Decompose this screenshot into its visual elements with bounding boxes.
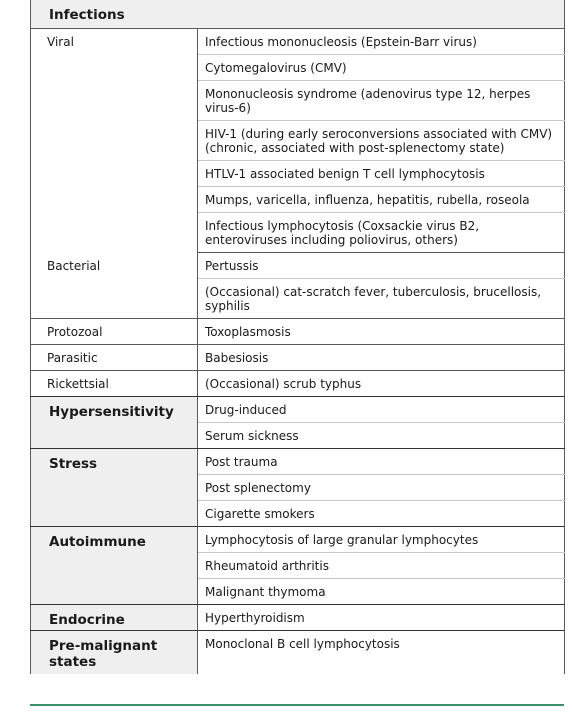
category-protozoal: Protozoal: [31, 319, 198, 345]
cause-cell: Pertussis: [198, 253, 565, 279]
table-row: [31, 397, 565, 423]
causes-table: [30, 0, 565, 674]
category-endocrine: Endocrine: [31, 605, 198, 631]
category-parasitic: Parasitic: [31, 345, 198, 371]
cause-cell: Babesiosis: [198, 345, 565, 371]
table-row: [31, 29, 565, 55]
category-autoimmune: Autoimmune: [31, 527, 198, 605]
cause-cell: Cigarette smokers: [198, 501, 565, 527]
table-row: [31, 345, 565, 371]
section-header-row: [31, 0, 565, 29]
category-stress: Stress: [31, 449, 198, 527]
cause-cell: Mumps, varicella, influenza, hepatitis, rubella, roseola: [198, 187, 565, 213]
cause-cell: Serum sickness: [198, 423, 565, 449]
table-row: [31, 527, 565, 553]
category-premalignant: Pre-malignant states: [31, 631, 198, 675]
cause-cell: Mononucleosis syndrome (adenovirus type 12, herpes virus-6): [198, 81, 565, 121]
cause-cell: Malignant thymoma: [198, 579, 565, 605]
cause-cell: Cytomegalovirus (CMV): [198, 55, 565, 81]
cause-cell: Post trauma: [198, 449, 565, 475]
cause-cell: (Occasional) scrub typhus: [198, 371, 565, 397]
category-bacterial: Bacterial: [31, 253, 198, 319]
category-viral: Viral: [31, 29, 198, 253]
bottom-rule: [30, 704, 564, 706]
table-row: [31, 449, 565, 475]
table-row: [31, 253, 565, 279]
section-header: Infections: [31, 0, 565, 29]
category-hypersensitivity: Hypersensitivity: [31, 397, 198, 449]
table-row: [31, 631, 565, 675]
cause-cell: Rheumatoid arthritis: [198, 553, 565, 579]
cause-cell: Post splenectomy: [198, 475, 565, 501]
cause-cell: Monoclonal B cell lymphocytosis: [198, 631, 565, 675]
cause-cell: Toxoplasmosis: [198, 319, 565, 345]
cause-cell: (Occasional) cat-scratch fever, tuberculosis, brucellosis, syphilis: [198, 279, 565, 319]
table-row: [31, 371, 565, 397]
category-rickettsial: Rickettsial: [31, 371, 198, 397]
cause-cell: Infectious lymphocytosis (Coxsackie virus B2, enteroviruses including poliovirus, others): [198, 213, 565, 253]
cause-cell: Lymphocytosis of large granular lymphocytes: [198, 527, 565, 553]
cause-cell: Drug-induced: [198, 397, 565, 423]
table-row: [31, 319, 565, 345]
cause-cell: Infectious mononucleosis (Epstein-Barr virus): [198, 29, 565, 55]
cause-cell: HTLV-1 associated benign T cell lymphocytosis: [198, 161, 565, 187]
cause-cell: HIV-1 (during early seroconversions associated with CMV) (chronic, associated with post-splenectomy state): [198, 121, 565, 161]
table-row: [31, 605, 565, 631]
cause-cell: Hyperthyroidism: [198, 605, 565, 631]
